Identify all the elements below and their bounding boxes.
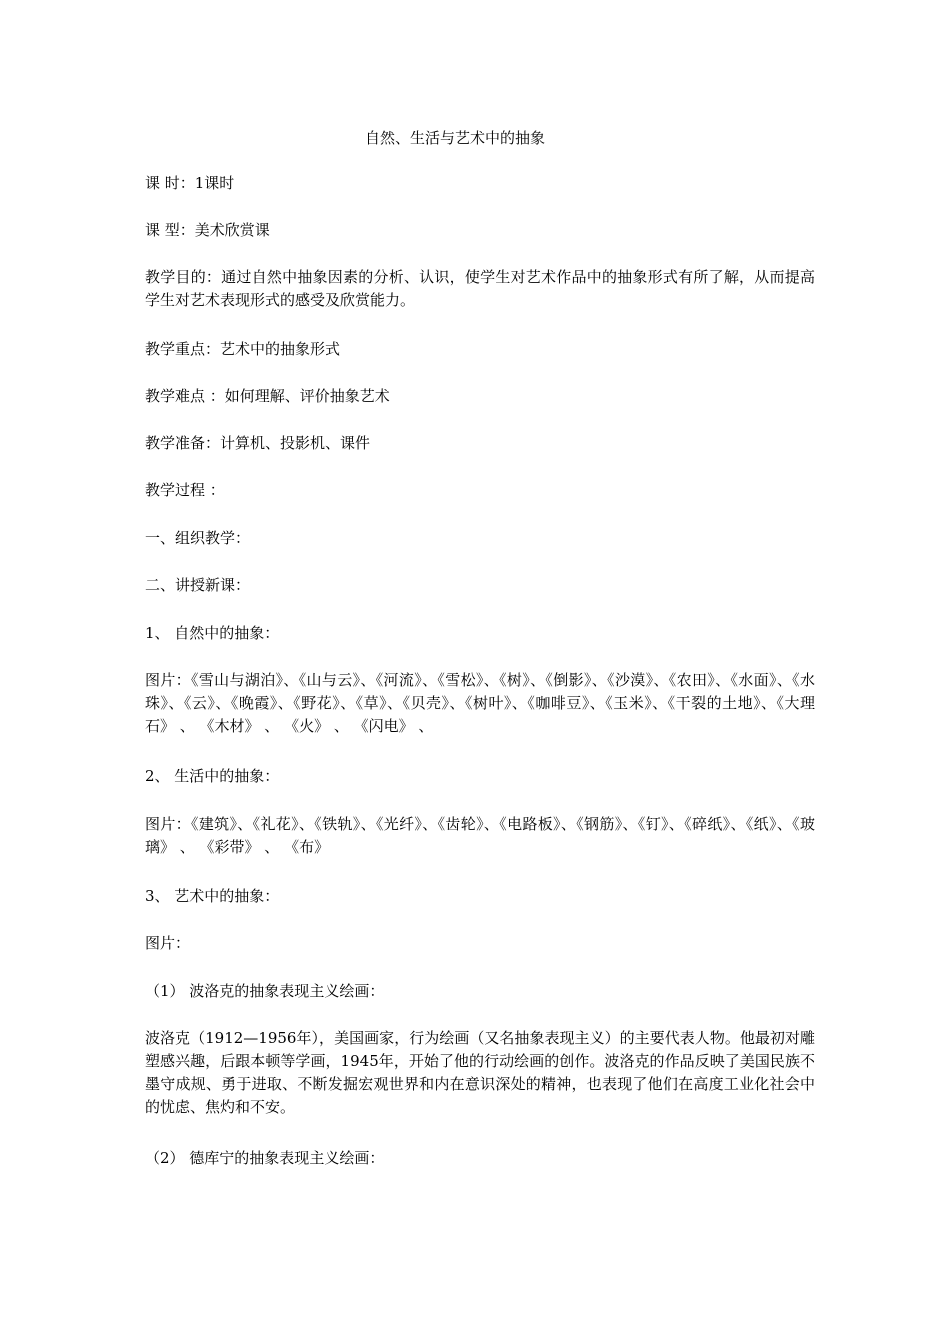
teaching-key-point: 教学重点：艺术中的抽象形式 [145, 340, 341, 358]
item-pollock-heading: （1） 波洛克的抽象表现主义绘画： [145, 982, 385, 1000]
document-title: 自然、生活与艺术中的抽象 [364, 129, 545, 147]
section-nature-pictures: 图片：《雪山与湖泊》、《山与云》、《河流》、《雪松》、《树》、《倒影》、《沙漠》、《农田》、《水面》、《水珠》、《云》、《晚霞》、《野花》、《草》、《贝壳》、《树叶》、《咖啡豆》、《玉米》、《干裂的土地》、《大理石》 、 《木材》 、 《火》 、 《闪电》 、 [145, 671, 815, 735]
teaching-process-heading: 教学过程 ： [145, 481, 225, 499]
section-art-heading: 3、 艺术中的抽象： [145, 887, 280, 905]
section-life-heading: 2、 生活中的抽象： [145, 767, 280, 785]
teaching-preparation: 教学准备：计算机、投影机、课件 [145, 434, 371, 452]
class-hours-line: 课 时：1课时 [145, 174, 235, 192]
item-pollock-text: 波洛克（1912—1956年），美国画家，行为绘画（又名抽象表现主义）的主要代表人物。他最初对雕塑感兴趣，后跟本顿等学画，1945年，开始了他的行动绘画的创作。波洛克的作品反映了美国民族不墨守成规、勇于进取、不断发掘宏观世界和内在意识深处的精神，也表现了他们在高度工业化社会中的忧虑、焦灼和不安。 [145, 1029, 815, 1116]
class-type-line: 课 型：美术欣赏课 [145, 221, 270, 239]
step-new-lesson: 二、讲授新课： [145, 576, 251, 594]
teaching-objective: 教学目的：通过自然中抽象因素的分析、认识，使学生对艺术作品中的抽象形式有所了解，从而提高学生对艺术表现形式的感受及欣赏能力。 [145, 268, 815, 309]
section-life-pictures: 图片：《建筑》、《礼花》、《铁轨》、《光纤》、《齿轮》、《电路板》、《钢筋》、《钉》、《碎纸》、《纸》、《玻璃》 、 《彩带》 、 《布》 [145, 815, 815, 856]
section-nature-heading: 1、 自然中的抽象： [145, 624, 280, 642]
section-art-pictures: 图片： [145, 934, 191, 952]
item-de-kooning-heading: （2） 德库宁的抽象表现主义绘画： [145, 1149, 385, 1167]
step-organize-teaching: 一、组织教学： [145, 529, 251, 547]
teaching-difficulty: 教学难点 ：如何理解、评价抽象艺术 [145, 387, 390, 405]
